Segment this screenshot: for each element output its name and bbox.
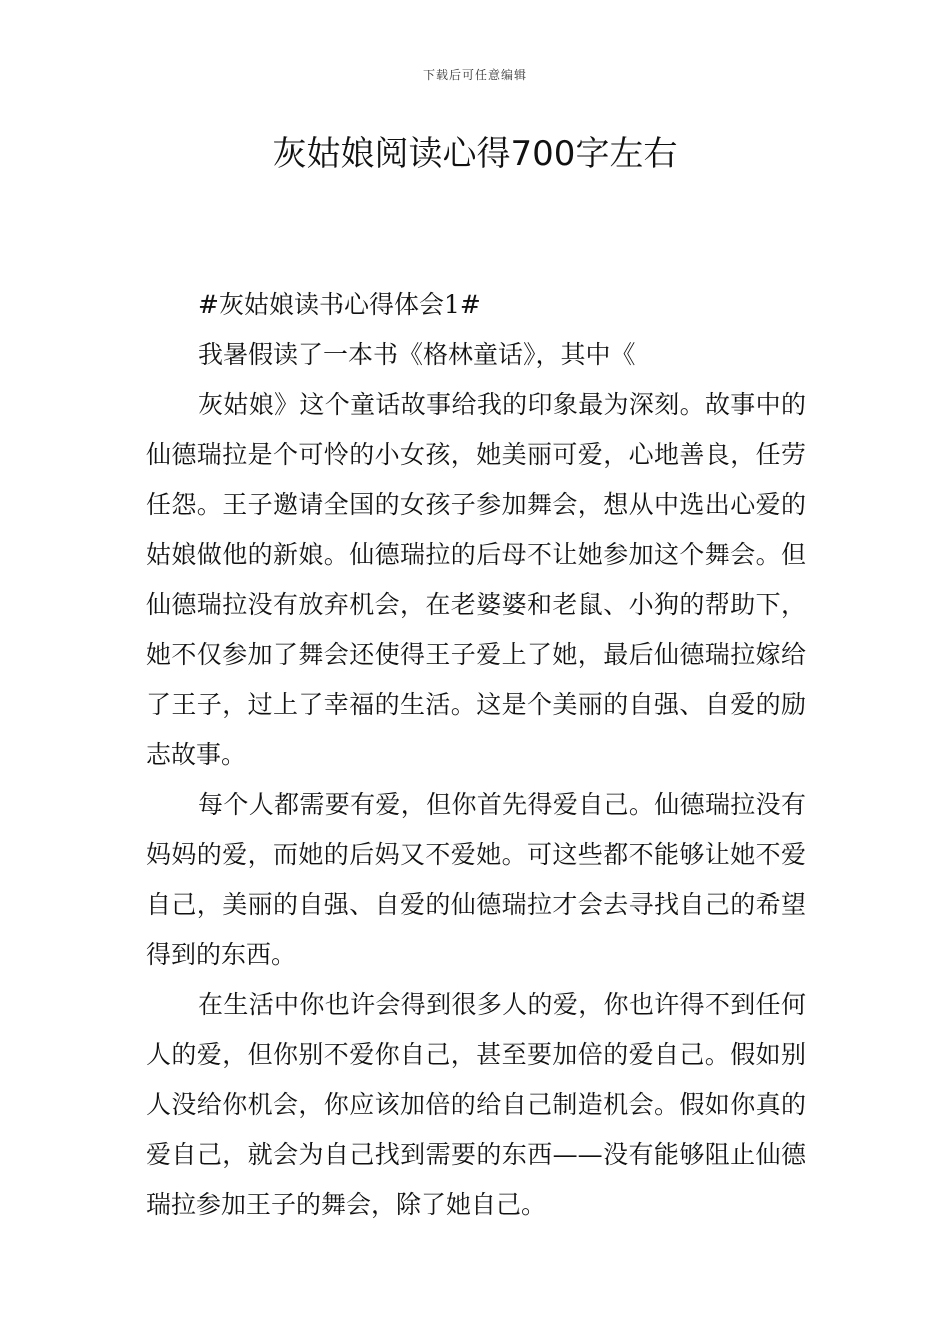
paragraph: 在生活中你也许会得到很多人的爱，你也许得不到任何人的爱，但你别不爱你自己，甚至要加倍的爱自己。假如别人没给你机会，你应该加倍的给自己制造机会。假如你真的爱自己，就会为自己找到需要的东西——没有能够阻止仙德瑞拉参加王子的舞会，除了她自己。: [146, 990, 806, 1219]
document-body: [146, 280, 806, 1230]
paragraph: 每个人都需要有爱，但你首先得爱自己。仙德瑞拉没有妈妈的爱，而她的后妈又不爱她。可这些都不能够让她不爱自己，美丽的自强、自爱的仙德瑞拉才会去寻找自己的希望得到的东西。: [146, 790, 806, 969]
paragraph: 灰姑娘》这个童话故事给我的印象最为深刻。故事中的仙德瑞拉是个可怜的小女孩，她美丽可爱，心地善良，任劳任怨。王子邀请全国的女孩子参加舞会，想从中选出心爱的姑娘做他的新娘。仙德瑞拉的后母不让她参加这个舞会。但仙德瑞拉没有放弃机会，在老婆婆和老鼠、小狗的帮助下，她不仅参加了舞会还使得王子爱上了她，最后仙德瑞拉嫁给了王子，过上了幸福的生活。这是个美丽的自强、自爱的励志故事。: [146, 390, 806, 769]
section-heading: #灰姑娘读书心得体会1#: [198, 290, 481, 319]
header-note: 下载后可任意编辑: [422, 68, 527, 82]
page-title: 灰姑娘阅读心得700字左右: [272, 134, 678, 174]
paragraph: 我暑假读了一本书《格林童话》，其中《: [198, 340, 636, 369]
